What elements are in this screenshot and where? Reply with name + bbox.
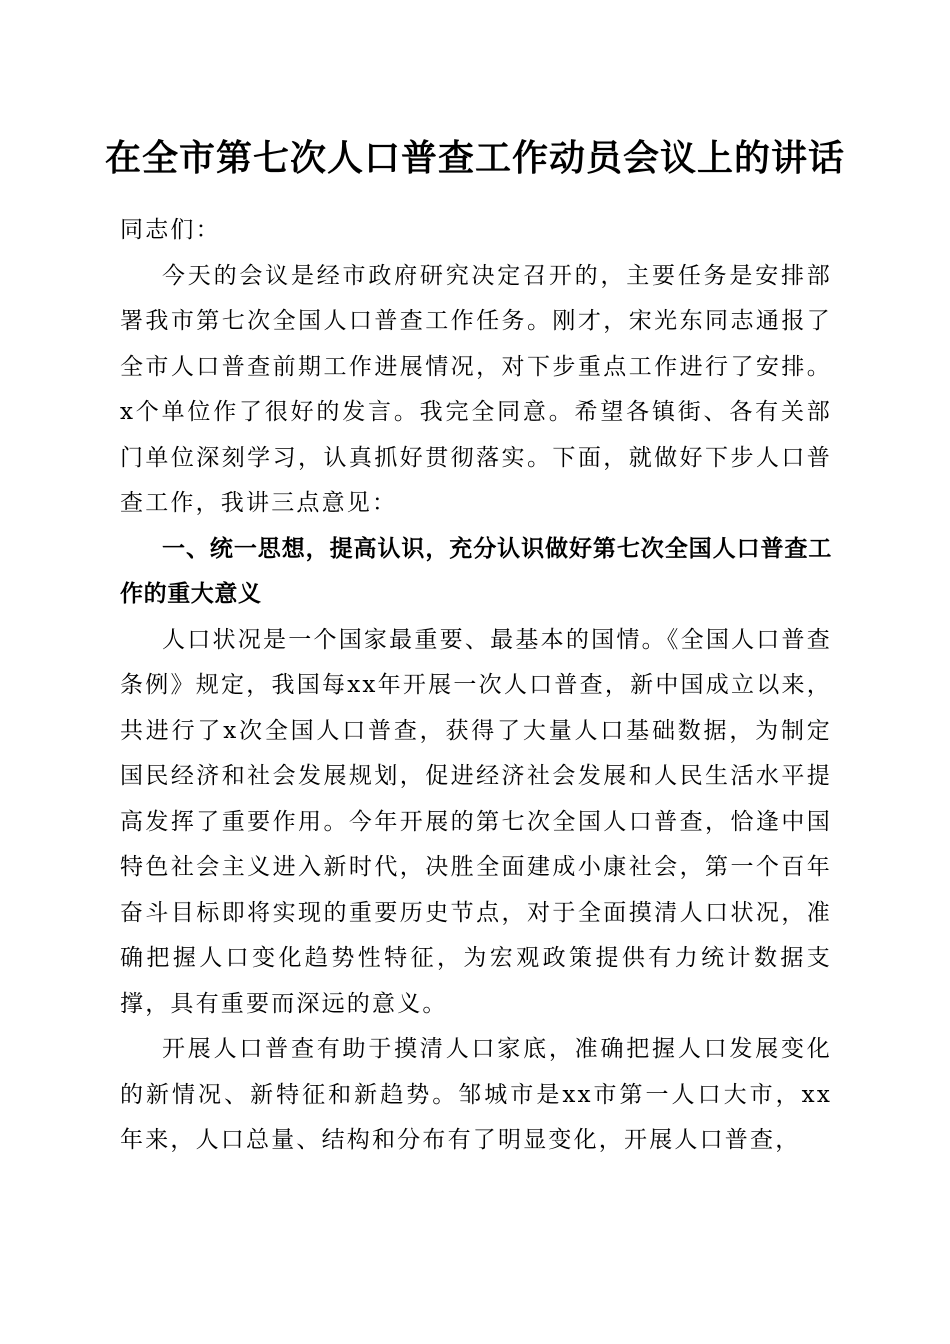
paragraph-intro: 今天的会议是经市政府研究决定召开的，主要任务是安排部署我市第七次全国人口普查工作任务。刚才，宋光东同志通报了全市人口普查前期工作进展情况，对下步重点工作进行了安排。x个单位作了很好的发言。我完全同意。希望各镇街、各有关部门单位深刻学习，认真抓好贯彻落实。下面，就做好下步人口普查工作，我讲三点意见： (120, 262, 832, 516)
document-body (120, 208, 832, 1164)
salutation: 同志们： (120, 217, 221, 243)
paragraph-significance: 人口状况是一个国家最重要、最基本的国情。《全国人口普查条例》规定，我国每xx年开展一次人口普查，新中国成立以来，共进行了x次全国人口普查，获得了大量人口基础数据，为制定国民经济和社会发展规划，促进经济社会发展和人民生活水平提高发挥了重要作用。今年开展的第七次全国人口普查，恰逢中国特色社会主义进入新时代，决胜全面建成小康社会，第一个百年奋斗目标即将实现的重要历史节点，对于全面摸清人口状况，准确把握人口变化趋势性特征，为宏观政策提供有力统计数据支撑，具有重要而深远的意义。 (120, 626, 832, 1017)
document-title: 在全市第七次人口普查工作动员会议上的讲话 (104, 137, 845, 179)
paragraph-population-base: 开展人口普查有助于摸清人口家底，准确把握人口发展变化的新情况、新特征和新趋势。邹城市是xx市第一人口大市，xx年来，人口总量、结构和分布有了明显变化，开展人口普查， (120, 1036, 832, 1153)
section-heading-1: 一、统一思想，提高认识，充分认识做好第七次全国人口普查工作的重大意义 (120, 535, 832, 607)
